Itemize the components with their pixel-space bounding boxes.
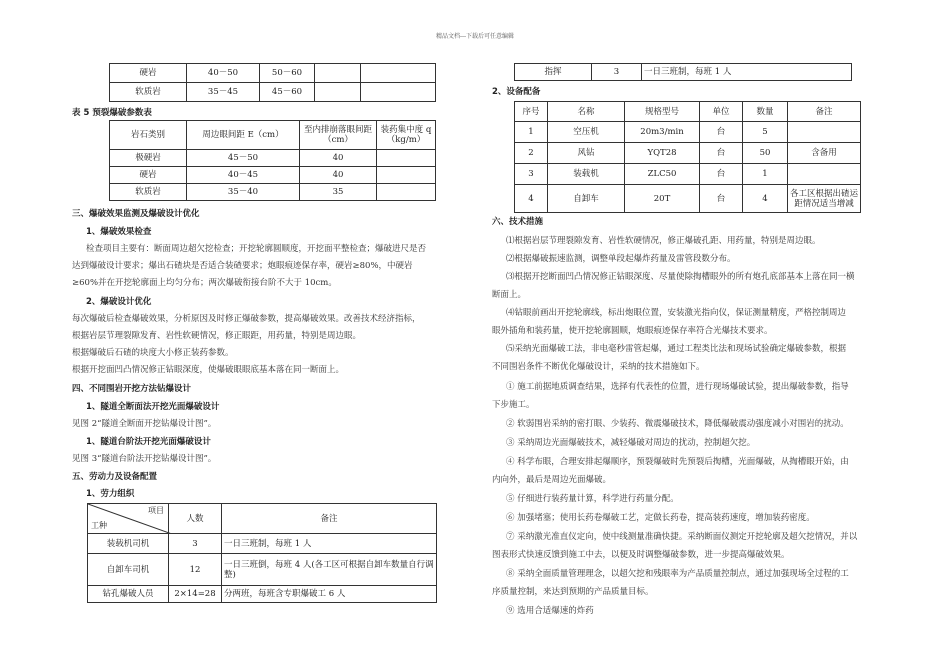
table-row <box>110 167 436 184</box>
technical-measure-line: 不同围岩条件不断优化爆破设计，采纳的技术措施如下。 <box>492 362 705 372</box>
table-cell: 一日三班制，每班 1 人 <box>222 534 437 554</box>
table-cell: 极硬岩 <box>110 150 187 167</box>
paragraph-line: 每次爆破后检查爆破效果，分析原因及时修正爆破参数，提高爆破效果。改善技术经济指标， <box>72 314 421 324</box>
table-cell: 台 <box>700 185 743 213</box>
table-row <box>515 64 852 81</box>
table-cell: 3 <box>592 64 642 81</box>
column-header: 周边眼间距 E（cm） <box>187 121 300 150</box>
section-3-1-heading: 1、爆破效果检查 <box>86 227 152 237</box>
rock-table-continued <box>109 63 436 102</box>
paragraph-line: 见图 3“隧道台阶法开挖钻爆设计图”。 <box>72 454 217 464</box>
table-cell: 1 <box>515 122 548 143</box>
table-cell <box>377 150 436 167</box>
technical-measure-line: ⑶根据开挖断面凹凸情况修正钻眼深度、尽量使除掏槽眼外的所有炮孔底部基本上落在同一横 <box>506 272 855 282</box>
table-cell: 35－40 <box>187 184 300 201</box>
table-cell: 4 <box>515 185 548 213</box>
technical-measure-line: 断面上。 <box>492 290 527 300</box>
table-row <box>110 83 436 102</box>
table-cell: 50 <box>743 143 788 164</box>
section-3-2-heading: 2、爆破设计优化 <box>86 297 152 307</box>
technical-measure-line: 序质量控制，来达到预期的产品质量目标。 <box>492 587 654 597</box>
table-cell: 硬岩 <box>110 64 187 83</box>
section-2-heading: 2、设备配备 <box>492 87 541 97</box>
table-cell: 1 <box>743 164 788 185</box>
table-cell: 12 <box>169 554 222 586</box>
column-header: 人数 <box>169 504 222 534</box>
technical-measure-line: ④ 科学布眼，合理安排起爆顺序，预裂爆破时先预裂后掏槽，光面爆破，从掏槽眼开始，由 <box>506 457 849 467</box>
table-cell: ZLC50 <box>625 164 700 185</box>
table-cell <box>315 83 361 102</box>
labor-table-continued <box>514 63 852 81</box>
technical-measure-line: ⑸采纳光面爆破工法，非电毫秒雷管起爆，通过工程类比法和现场试验确定爆破参数，根据 <box>506 344 847 354</box>
table-cell: 软质岩 <box>110 83 187 102</box>
technical-measure-line: ⑥ 加强堵塞；使用长药卷爆破工艺，定做长药卷，提高装药速度，增加装药密度。 <box>506 513 815 523</box>
table-cell: 软质岩 <box>110 184 187 201</box>
table-cell: 风钻 <box>548 143 625 164</box>
section-4-1-heading: 1、隧道全断面法开挖光面爆破设计 <box>86 402 220 412</box>
table-cell <box>361 83 436 102</box>
paragraph-line: 检查项目主要有：断面周边超欠挖检查；开挖轮廓圆顺度，开挖面平整检查；爆破进尺是否 <box>86 244 427 254</box>
page-header: 精品文档---下载后可任意编辑 <box>435 33 515 40</box>
section-6-heading: 六、技术措施 <box>492 217 544 227</box>
table5-title: 表 5 预裂爆破参数表 <box>72 108 152 118</box>
column-header: 装药集中度 q（kg/m） <box>377 121 436 150</box>
section-4-2-heading: 1、隧道台阶法开挖光面爆破设计 <box>86 437 211 447</box>
table-cell: 台 <box>700 122 743 143</box>
column-header: 数量 <box>743 102 788 122</box>
table-cell: 自卸车 <box>548 185 625 213</box>
table-cell <box>315 64 361 83</box>
table-row <box>110 64 436 83</box>
technical-measure-line: ⑦ 采纳激光准直仪定向，使中线测量准确快捷。采纳断面仪测定开挖轮廓及超欠挖情况，并以 <box>506 532 858 542</box>
paragraph-line: 见图 2“隧道全断面开挖钻爆设计图”。 <box>72 419 217 429</box>
table-cell: 45－60 <box>260 83 315 102</box>
table-row <box>110 150 436 167</box>
table-cell <box>377 184 436 201</box>
column-header: 岩石类别 <box>110 121 187 150</box>
table-row <box>88 534 437 554</box>
table-cell: 自卸车司机 <box>88 554 169 586</box>
table-row <box>515 143 861 164</box>
table-cell: 硬岩 <box>110 167 187 184</box>
technical-measure-line: ③ 采纳周边光面爆破技术，减轻爆破对周边的扰动，控制超欠挖。 <box>506 438 756 448</box>
table-cell: 50－60 <box>260 64 315 83</box>
table-cell: 装载机 <box>548 164 625 185</box>
table-cell: 台 <box>700 143 743 164</box>
table-row <box>88 554 437 586</box>
paragraph-line: 达到爆破设计要求；爆出石碴块是否适合装碴要求；炮眼痕迹保存率，硬岩≥80%，中硬岩 <box>72 261 413 271</box>
table-cell: 一日三班倒，每班 4 人(各工区可根据自卸车数量自行调整) <box>222 554 437 586</box>
column-header: 至内排崩落眼间距（cm） <box>300 121 377 150</box>
paragraph-line: 根据开挖面凹凸情况修正钻眼深度，使爆破眼眼底基本落在同一断面上。 <box>72 365 345 375</box>
section-5-1-heading: 1、劳力组织 <box>86 489 135 499</box>
equipment-table <box>514 101 861 213</box>
table-row <box>110 184 436 201</box>
technical-measure-line: ⑵根据爆破振速监测，调整单段起爆炸药量及雷管段数分布。 <box>506 254 736 264</box>
technical-measure-line: ⑨ 选用合适爆速的炸药 <box>506 606 594 616</box>
table-cell: 2×14=28 <box>169 586 222 603</box>
table-row <box>88 586 437 603</box>
table-cell: 20m3/min <box>625 122 700 143</box>
table-cell: 3 <box>169 534 222 554</box>
paragraph-line: 根据岩层节理裂隙发育、岩性软硬情况，修正眼距，用药量，特别是周边眼。 <box>72 331 362 341</box>
diagonal-header-cell <box>88 504 169 534</box>
column-header: 单位 <box>700 102 743 122</box>
table-cell: 40－45 <box>187 167 300 184</box>
column-header: 备注 <box>788 102 861 122</box>
table-header-row <box>515 102 861 122</box>
column-header: 备注 <box>222 504 437 534</box>
table-row <box>515 185 861 213</box>
table-cell: 含备用 <box>788 143 861 164</box>
header-kind-label: 工种 <box>91 521 107 530</box>
paragraph-line: 根据爆破后石碴的块度大小修正装药参数。 <box>72 348 234 358</box>
table5-presplit-params <box>109 120 436 201</box>
paragraph-line: ≥60%并在开挖轮廓面上均匀分布；两次爆破衔接台阶不大于 10cm。 <box>72 278 337 288</box>
table-cell <box>361 64 436 83</box>
table-cell: 40 <box>300 167 377 184</box>
table-cell: 台 <box>700 164 743 185</box>
table-cell: 45－50 <box>187 150 300 167</box>
table-cell: 3 <box>515 164 548 185</box>
table-cell: 空压机 <box>548 122 625 143</box>
table-cell: 40 <box>300 150 377 167</box>
technical-measure-line: ⑤ 仔细进行装药量计算，科学进行药量分配。 <box>506 494 679 504</box>
section-5-heading: 五、劳动力及设备配置 <box>72 472 158 482</box>
table-cell: YQT28 <box>625 143 700 164</box>
table-cell: 5 <box>743 122 788 143</box>
labor-table <box>87 503 437 603</box>
section-3-heading: 三、爆破效果监测及爆破设计优化 <box>72 209 200 219</box>
table-cell: 20T <box>625 185 700 213</box>
technical-measure-line: 内向外，最后是周边光面爆破。 <box>492 475 612 485</box>
header-item-label: 项目 <box>148 506 164 515</box>
table-cell: 35 <box>300 184 377 201</box>
table-header-row <box>88 504 437 534</box>
technical-measure-line: ⑴根据岩层节理裂隙发育、岩性软硬情况，修正爆破孔距、用药量，特别是周边眼。 <box>506 236 821 246</box>
table-cell: 各工区根据出碴运距情况适当增减 <box>788 185 861 213</box>
table-cell: 一日三班制，每班 1 人 <box>642 64 852 81</box>
table-row <box>515 122 861 143</box>
technical-measure-line: 下步施工。 <box>492 400 535 410</box>
table-cell: 4 <box>743 185 788 213</box>
table-cell <box>377 167 436 184</box>
technical-measure-line: 图表形式快速反馈到施工中去，以便及时调整爆破参数，进一步提高爆破效果。 <box>492 550 790 560</box>
technical-measure-line: 眼外插角和装药量，使开挖轮廓圆顺，炮眼痕迹保存率符合光爆技术要求。 <box>492 326 773 336</box>
table-row <box>515 164 861 185</box>
table-cell: 钻孔爆破人员 <box>88 586 169 603</box>
technical-measure-line: ① 施工前据地质调查结果，选择有代表性的位置，进行现场爆破试验，提出爆破参数，指导 <box>506 382 849 392</box>
technical-measure-line: ⑧ 采纳全面质量管理理念，以超欠挖和残眼率为产品质量控制点，通过加强现场全过程的工 <box>506 569 849 579</box>
table-cell <box>788 122 861 143</box>
table-cell: 指挥 <box>515 64 592 81</box>
table-cell: 35－45 <box>187 83 260 102</box>
table-cell: 40－50 <box>187 64 260 83</box>
technical-measure-line: ② 软弱围岩采纳的密打眼、少装药、微震爆破技术，降低爆破震动强度减小对围岩的扰动。 <box>506 419 849 429</box>
table-cell <box>788 164 861 185</box>
section-4-heading: 四、不同围岩开挖方法钻爆设计 <box>72 384 192 394</box>
column-header: 规格型号 <box>625 102 700 122</box>
table-header-row <box>110 121 436 150</box>
technical-measure-line: ⑷钻眼前画出开挖轮廓线，标出炮眼位置，安装激光指向仪，保证测量精度，严格控制周边 <box>506 308 847 318</box>
column-header: 序号 <box>515 102 548 122</box>
table-cell: 装载机司机 <box>88 534 169 554</box>
table-cell: 2 <box>515 143 548 164</box>
column-header: 名称 <box>548 102 625 122</box>
table-cell: 分两班，每班含专职爆破工 6 人 <box>222 586 437 603</box>
